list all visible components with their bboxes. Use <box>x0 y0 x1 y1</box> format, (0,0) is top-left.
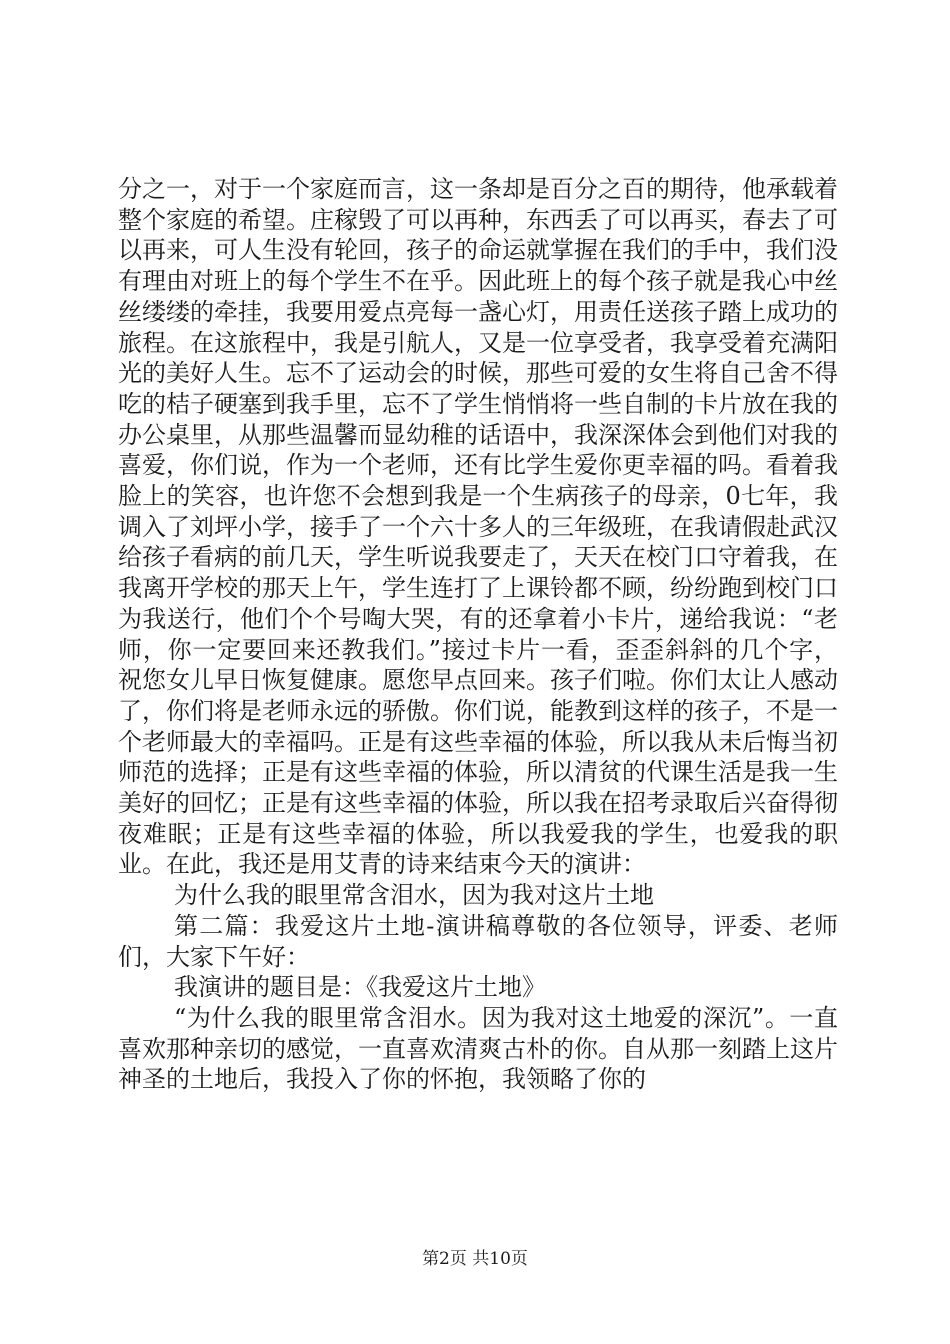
page-footer: 第2页 共10页 <box>422 1249 528 1269</box>
paragraph-2: 为什么我的眼里常含泪水，因为我对这片土地 <box>174 881 654 910</box>
paragraph-5: “为什么我的眼里常含泪水。因为我对这土地爱的深沉”。一直喜欢那种亲切的感觉，一直喜欢清爽古朴的你。自从那一刻踏上这片神圣的土地后，我投入了你的怀抱，我领略了你的 <box>118 1003 838 1094</box>
document-body <box>118 174 838 1095</box>
paragraph-3: 第二篇：我爱这片土地-演讲稿尊敬的各位领导，评委、老师们，大家下午好： <box>118 911 838 971</box>
paragraph-4: 我演讲的题目是：《我爱这片土地》 <box>174 973 546 1002</box>
paragraph-1: 分之一，对于一个家庭而言，这一条却是百分之百的期待，他承载着整个家庭的希望。庄稼毁了可以再种，东西丢了可以再买，春去了可以再来，可人生没有轮回，孩子的命运就掌握在我们的手中，我们没有理由对班上的每个学生不在乎。因此班上的每个孩子就是我心中丝丝缕缕的牵挂，我要用爱点亮每一盏心灯，用责任送孩子踏上成功的旅程。在这旅程中，我是引航人，又是一位享受者，我享受着充满阳光的美好人生。忘不了运动会的时候，那些可爱的女生将自己舍不得吃的桔子硬塞到我手里，忘不了学生悄悄将一些自制的卡片放在我的办公桌里，从那些温馨而显幼稚的话语中，我深深体会到他们对我的喜爱，你们说，作为一个老师，还有比学生爱你更幸福的吗。看着我脸上的笑容，也许您不会想到我是一个生病孩子的母亲，0七年，我调入了刘坪小学，接手了一个六十多人的三年级班，在我请假赴武汉给孩子看病的前几天，学生听说我要走了，天天在校门口守着我，在我离开学校的那天上午，学生连打了上课铃都不顾，纷纷跑到校门口为我送行，他们个个号啕大哭，有的还拿着小卡片，递给我说：“老师，你一定要回来还教我们。”接过卡片一看，歪歪斜斜的几个字，祝您女儿早日恢复健康。愿您早点回来。孩子们啦。你们太让人感动了，你们将是老师永远的骄傲。你们说，能教到这样的孩子，不是一个老师最大的幸福吗。正是有这些幸福的体验，所以我从未后悔当初师范的选择；正是有这些幸福的体验，所以清贫的代课生活是我一生美好的回忆；正是有这些幸福的体验，所以我在招考录取后兴奋得彻夜难眠；正是有这些幸福的体验，所以我爱我的学生，也爱我的职业。在此，我还是用艾青的诗来结束今天的演讲： <box>118 175 838 879</box>
